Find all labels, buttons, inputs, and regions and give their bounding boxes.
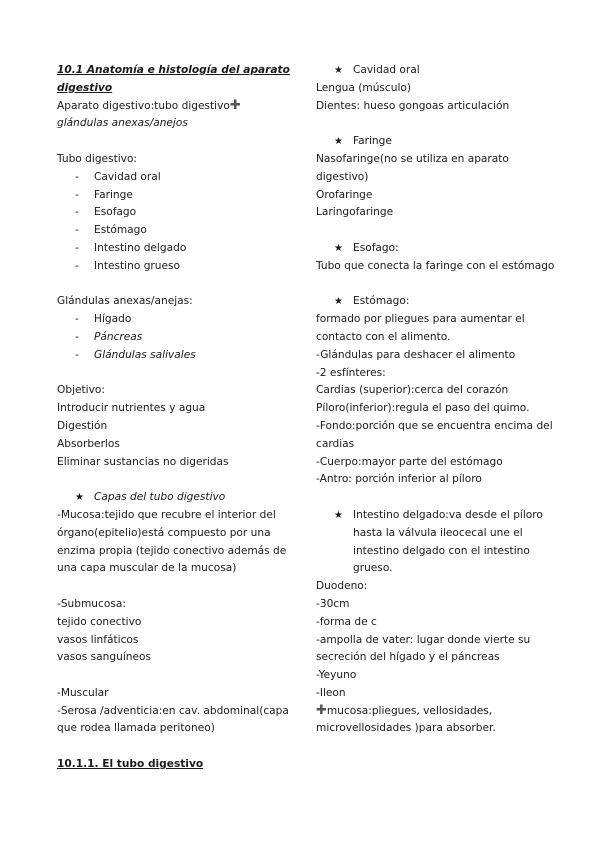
cavidad-line: Lengua (músculo) xyxy=(316,81,412,94)
section-heading: 10.1 Anatomía e histología del aparato digestivo xyxy=(57,64,290,94)
submucosa-title: -Submucosa: xyxy=(57,597,126,610)
list-item: - Estómago xyxy=(75,224,147,237)
plus-icon: ✚ xyxy=(316,702,327,718)
estomago-esfinteres: -2 esfínteres: xyxy=(316,366,386,379)
objetivo-line: Introducir nutrientes y agua xyxy=(57,402,206,415)
estomago-desc: formado por pliegues para aumentar el contacto con el alimento. xyxy=(316,313,525,343)
duodeno-title: Duodeno: xyxy=(316,580,368,593)
submucosa-line: vasos sanguíneos xyxy=(57,651,151,664)
star-icon: ★ xyxy=(334,65,343,76)
star-icon: ★ xyxy=(334,296,343,308)
star-icon: ★ xyxy=(334,242,343,254)
intro-continuation: glándulas anexas/anejos xyxy=(57,117,188,130)
objetivo-line: Digestión xyxy=(57,419,108,432)
list-item: - Esofago xyxy=(75,206,137,219)
list-item: - Páncreas xyxy=(75,330,143,343)
cardias-line: Cardias (superior):cerca del corazón xyxy=(316,384,509,397)
duodeno-line: -forma de c xyxy=(316,615,377,628)
star-icon: ★ xyxy=(334,509,343,521)
left-column xyxy=(57,62,292,774)
faringe-line: Orofaringe xyxy=(316,188,373,201)
cavidad-line: Dientes: hueso gongoas articulación xyxy=(316,99,510,112)
mucosa-line: ✚mucosa:pliegues, vellosidades, microvellosidades )para absorber. xyxy=(316,702,496,735)
star-icon: ★ xyxy=(334,136,343,148)
yeyuno-line: -Yeyuno xyxy=(316,669,357,682)
fondo-line: -Fondo:porción que se encuentra encima del cardias xyxy=(316,419,553,450)
list-item: - Hígado xyxy=(75,313,132,326)
estomago-title: ★ Estómago: xyxy=(316,293,556,311)
objetivo-line: Eliminar sustancias no digeridas xyxy=(57,455,229,468)
muscular-line: -Muscular xyxy=(57,686,109,699)
right-column xyxy=(316,62,556,738)
star-icon: ★ xyxy=(75,492,84,504)
duodeno-line: -30cm xyxy=(316,597,350,610)
faringe-naso: Nasofaringe(no se utiliza en aparato digestivo) xyxy=(316,152,509,183)
tubo-title: Tubo digestivo: xyxy=(57,152,137,165)
esofago-text: Tubo que conecta la faringe con el estómago xyxy=(316,259,555,272)
mucosa-paragraph: -Mucosa:tejido que recubre el interior del órgano(epitelio)está compuesto por una enzima propia (tejido conectivo además de una capa muscular de la mucosa) xyxy=(57,508,287,575)
list-item: - Cavidad oral xyxy=(75,170,161,183)
ampolla-line: -ampolla de vater: lugar donde vierte su secreción del hígado y el páncreas xyxy=(316,633,531,664)
plus-icon: ✚ xyxy=(229,97,241,113)
esofago-title: ★ Esofago: xyxy=(316,240,556,258)
objetivo-title: Objetivo: xyxy=(57,384,105,397)
antro-line: -Antro: porción inferior al píloro xyxy=(316,473,482,486)
serosa-paragraph: -Serosa /adventicia:en cav. abdominal(capa que rodea llamada peritoneo) xyxy=(57,704,289,735)
cuerpo-line: -Cuerpo:mayor parte del estómago xyxy=(316,455,503,468)
list-item: - Intestino grueso xyxy=(75,259,181,272)
faringe-title: ★ Faringe xyxy=(316,133,556,151)
list-item: - Faringe xyxy=(75,188,133,201)
capas-title: ★ Capas del tubo digestivo xyxy=(57,489,292,507)
list-item: - Glándulas salivales xyxy=(75,348,196,361)
faringe-line: Laringofaringe xyxy=(316,206,394,219)
estomago-glandulas: -Glándulas para deshacer el alimento xyxy=(316,348,516,361)
piloro-line: Píloro(inferior):regula el paso del quimo. xyxy=(316,402,530,415)
submucosa-line: tejido conectivo xyxy=(57,615,142,628)
ileon-line: -Ileon xyxy=(316,686,346,699)
intestino-title: ★ Intestino delgado:va desde el píloro hasta la válvula ileocecal une el intestino delgado con el intestino grueso. xyxy=(334,508,543,575)
subsection-heading: 10.1.1. El tubo digestivo xyxy=(57,758,204,771)
submucosa-line: vasos linfáticos xyxy=(57,633,139,646)
intro-line: Aparato digestivo:tubo digestivo✚ xyxy=(57,97,241,113)
objetivo-line: Absorberlos xyxy=(57,437,120,450)
list-item: - Intestino delgado xyxy=(75,241,187,254)
cavidad-title: ★ Cavidad oral xyxy=(316,62,556,80)
glandulas-title: Glándulas anexas/anejas: xyxy=(57,295,193,308)
